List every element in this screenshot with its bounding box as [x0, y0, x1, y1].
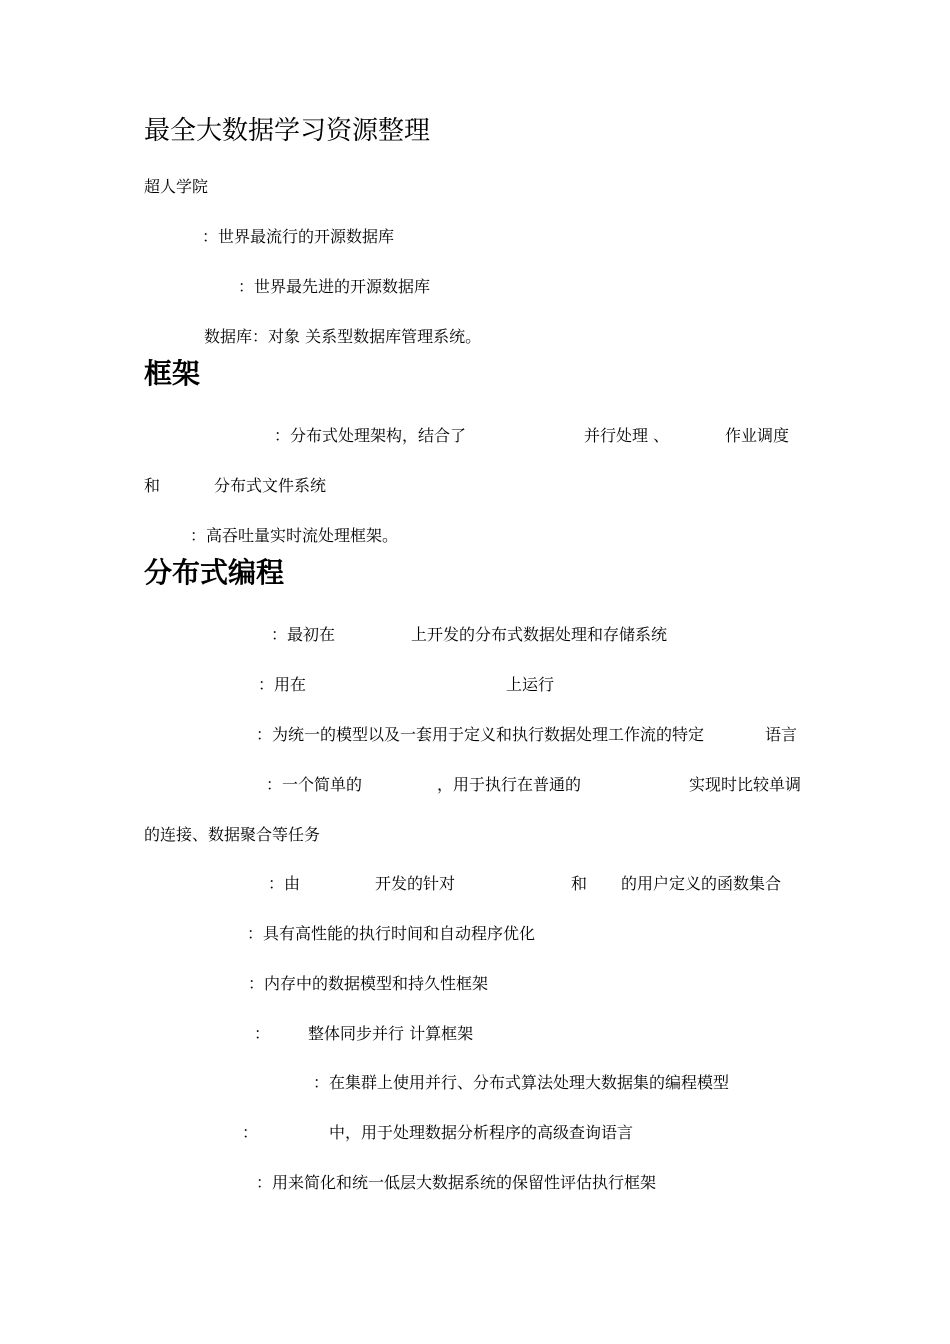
- framework-hadoop-part4: 和: [144, 476, 161, 495]
- dp-item-10-part2: 中，用于处理数据分析程序的高级查询语言: [329, 1123, 634, 1142]
- framework-hadoop-part5: 分布式文件系统: [214, 476, 327, 495]
- dp-item-7: ：内存中的数据模型和持久性框架: [248, 974, 489, 993]
- dp-item-10-part1: ：: [242, 1123, 259, 1142]
- section-heading-frameworks: 框架: [144, 357, 201, 390]
- dp-item-8-part1: ：: [254, 1024, 271, 1043]
- author-line: 超人学院: [144, 177, 209, 196]
- dp-item-3-part1: ：为统一的模型以及一套用于定义和执行数据处理工作流的特定: [256, 725, 705, 744]
- dp-item-1-part1: ：最初在: [271, 625, 336, 644]
- dp-item-2-part2: 上运行: [506, 675, 555, 694]
- db-postgresql-line: ：世界最先进的开源数据库: [238, 277, 431, 296]
- framework-streaming-line: ：高吞吐量实时流处理框架。: [190, 526, 399, 545]
- dp-item-5-part3: 和: [571, 874, 588, 893]
- dp-item-1-part2: 上开发的分布式数据处理和存储系统: [411, 625, 668, 644]
- dp-item-11: ：用来简化和统一低层大数据系统的保留性评估执行框架: [256, 1173, 657, 1192]
- section-heading-distributed-programming: 分布式编程: [144, 556, 285, 589]
- framework-hadoop-part3: 作业调度: [725, 426, 790, 445]
- dp-item-4-part1: ：一个简单的: [266, 775, 363, 794]
- dp-item-3-part2: 语言: [765, 725, 798, 744]
- dp-item-8-part2: 整体同步并行 计算框架: [308, 1024, 474, 1043]
- dp-item-4-part2: ，用于执行在普通的: [437, 775, 582, 794]
- dp-item-4-part3: 实现时比较单调: [689, 775, 802, 794]
- dp-item-6: ：具有高性能的执行时间和自动程序优化: [247, 924, 536, 943]
- framework-hadoop-part2: 并行处理 、: [584, 426, 670, 445]
- db-mysql-line: ：世界最流行的开源数据库: [202, 227, 395, 246]
- db-oodbms-line: 数据库：对象 关系型数据库管理系统。: [204, 327, 482, 346]
- framework-hadoop-part1: ：分布式处理架构，结合了: [274, 426, 467, 445]
- document-title: 最全大数据学习资源整理: [144, 116, 431, 146]
- dp-item-9: ：在集群上使用并行、分布式算法处理大数据集的编程模型: [313, 1073, 730, 1092]
- dp-item-5-part2: 开发的针对: [375, 874, 456, 893]
- dp-item-2-part1: ：用在: [258, 675, 307, 694]
- dp-item-5-part1: ：由: [268, 874, 301, 893]
- dp-item-5-part4: 的用户定义的函数集合: [621, 874, 782, 893]
- dp-item-4-part4: 的连接、数据聚合等任务: [144, 825, 321, 844]
